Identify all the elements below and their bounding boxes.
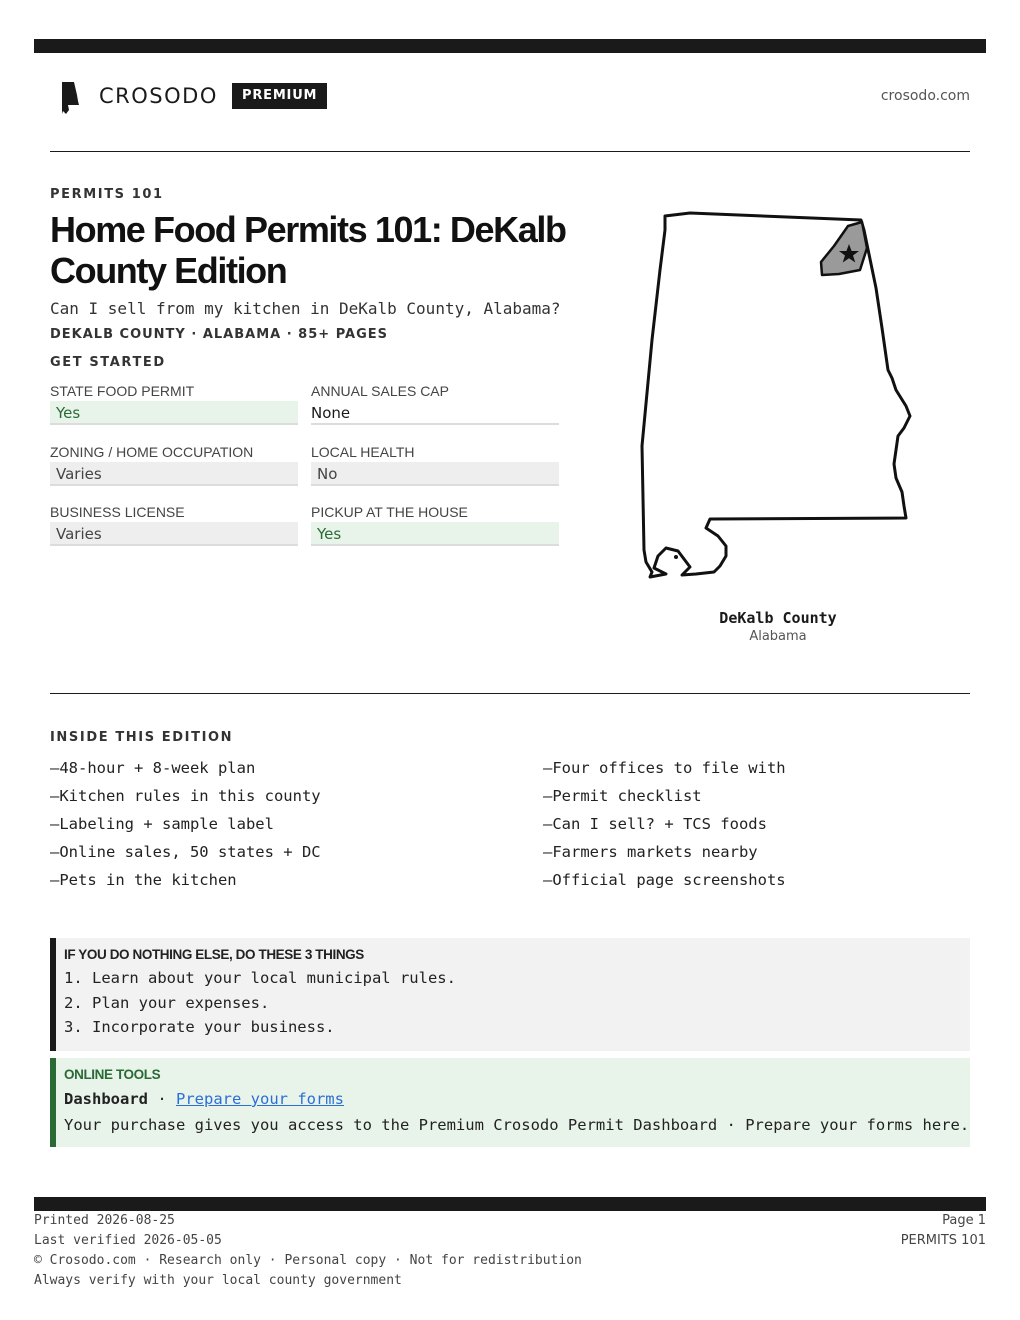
copyright-notice: © Crosodo.com · Research only · Personal copy · Not for redistribution [34,1253,582,1268]
top-rule-bar [34,39,986,53]
permit-value: No [311,462,559,486]
section-kicker: PERMITS 101 [50,187,164,202]
callout-heading: IF YOU DO NOTHING ELSE, DO THESE 3 THINGS [64,947,364,962]
permit-value: Yes [311,522,559,546]
permit-value: Varies [50,462,298,486]
dashboard-line [64,1088,970,1114]
header [50,78,970,118]
get-started-heading: GET STARTED [50,355,166,370]
permit-value: Yes [50,401,298,425]
permit-label: ZONING / HOME OCCUPATION [50,444,254,460]
footer-right [901,1213,986,1253]
permit-label: BUSINESS LICENSE [50,504,185,520]
dashboard-label: Dashboard [64,1090,148,1108]
toc-item: —Official page screenshots [543,871,786,889]
toc-item: —Pets in the kitchen [50,871,237,889]
site-url[interactable]: crosodo.com [880,88,970,104]
printed-date: Printed 2026-08-25 [34,1213,175,1228]
toc-item: —Online sales, 50 states + DC [50,843,321,861]
header-divider [50,151,970,152]
verified-date: Last verified 2026-05-05 [34,1233,222,1248]
toc-item: —Can I sell? + TCS foods [543,815,767,833]
online-tools-callout [50,1058,970,1147]
toc-right-column [543,757,786,897]
list-item: 1. Learn about your local municipal rules. [64,969,456,987]
alabama-county-map [638,210,918,582]
bottom-rule-bar [34,1197,986,1211]
permit-local-health [311,442,559,486]
verify-note: Always verify with your local county government [34,1273,402,1288]
list-item: 3. Incorporate your business. [64,1018,335,1036]
prepare-forms-link[interactable]: Prepare your forms [176,1090,344,1108]
brand-name: CROSODO [99,84,218,108]
footer-section: PERMITS 101 [900,1233,986,1248]
permit-state-food [50,381,298,425]
premium-badge: PREMIUM [232,83,327,109]
mobile-dot-icon [674,555,678,559]
separator: · [148,1090,176,1108]
list-item: 2. Plan your expenses. [64,993,270,1012]
online-tools-heading: ONLINE TOOLS [64,1067,161,1082]
map-caption [678,609,878,644]
map-state-name: Alabama [749,629,807,644]
permit-pickup [311,502,559,546]
three-things-callout [50,938,970,1051]
permit-value: Varies [50,522,298,546]
page-title: Home Food Permits 101: DeKalb County Edition [50,209,566,291]
permit-business-license [50,502,298,546]
permit-zoning [50,442,298,486]
permit-label: ANNUAL SALES CAP [311,383,449,399]
online-tools-description: Your purchase gives you access to the Premium Crosodo Permit Dashboard · Prepare your forms here. [64,1116,970,1134]
permit-label: PICKUP AT THE HOUSE [311,504,468,520]
toc-item: —Labeling + sample label [50,815,274,833]
page-number: Page 1 [942,1213,986,1228]
alabama-logo-icon [60,81,80,115]
permit-label: LOCAL HEALTH [311,444,415,460]
toc-item: —Kitchen rules in this county [50,787,321,805]
toc-left-column [50,757,321,897]
toc-item: —48-hour + 8-week plan [50,759,256,777]
section-divider [50,693,970,694]
footer-left [34,1213,582,1293]
alabama-state-outline [642,213,910,577]
permit-annual-sales-cap [311,381,559,425]
permit-label: STATE FOOD PERMIT [50,383,195,399]
toc-item: —Four offices to file with [543,759,786,777]
permit-value: None [311,401,559,425]
toc-item: —Farmers markets nearby [543,843,758,861]
toc-item: —Permit checklist [543,787,702,805]
map-county-name: DeKalb County [719,609,837,627]
inside-heading: INSIDE THIS EDITION [50,730,234,745]
page-subtitle: Can I sell from my kitchen in DeKalb County, Alabama? [50,299,561,318]
three-things-list [64,968,970,1042]
edition-meta: DEKALB COUNTY · ALABAMA · 85+ PAGES [50,327,389,342]
